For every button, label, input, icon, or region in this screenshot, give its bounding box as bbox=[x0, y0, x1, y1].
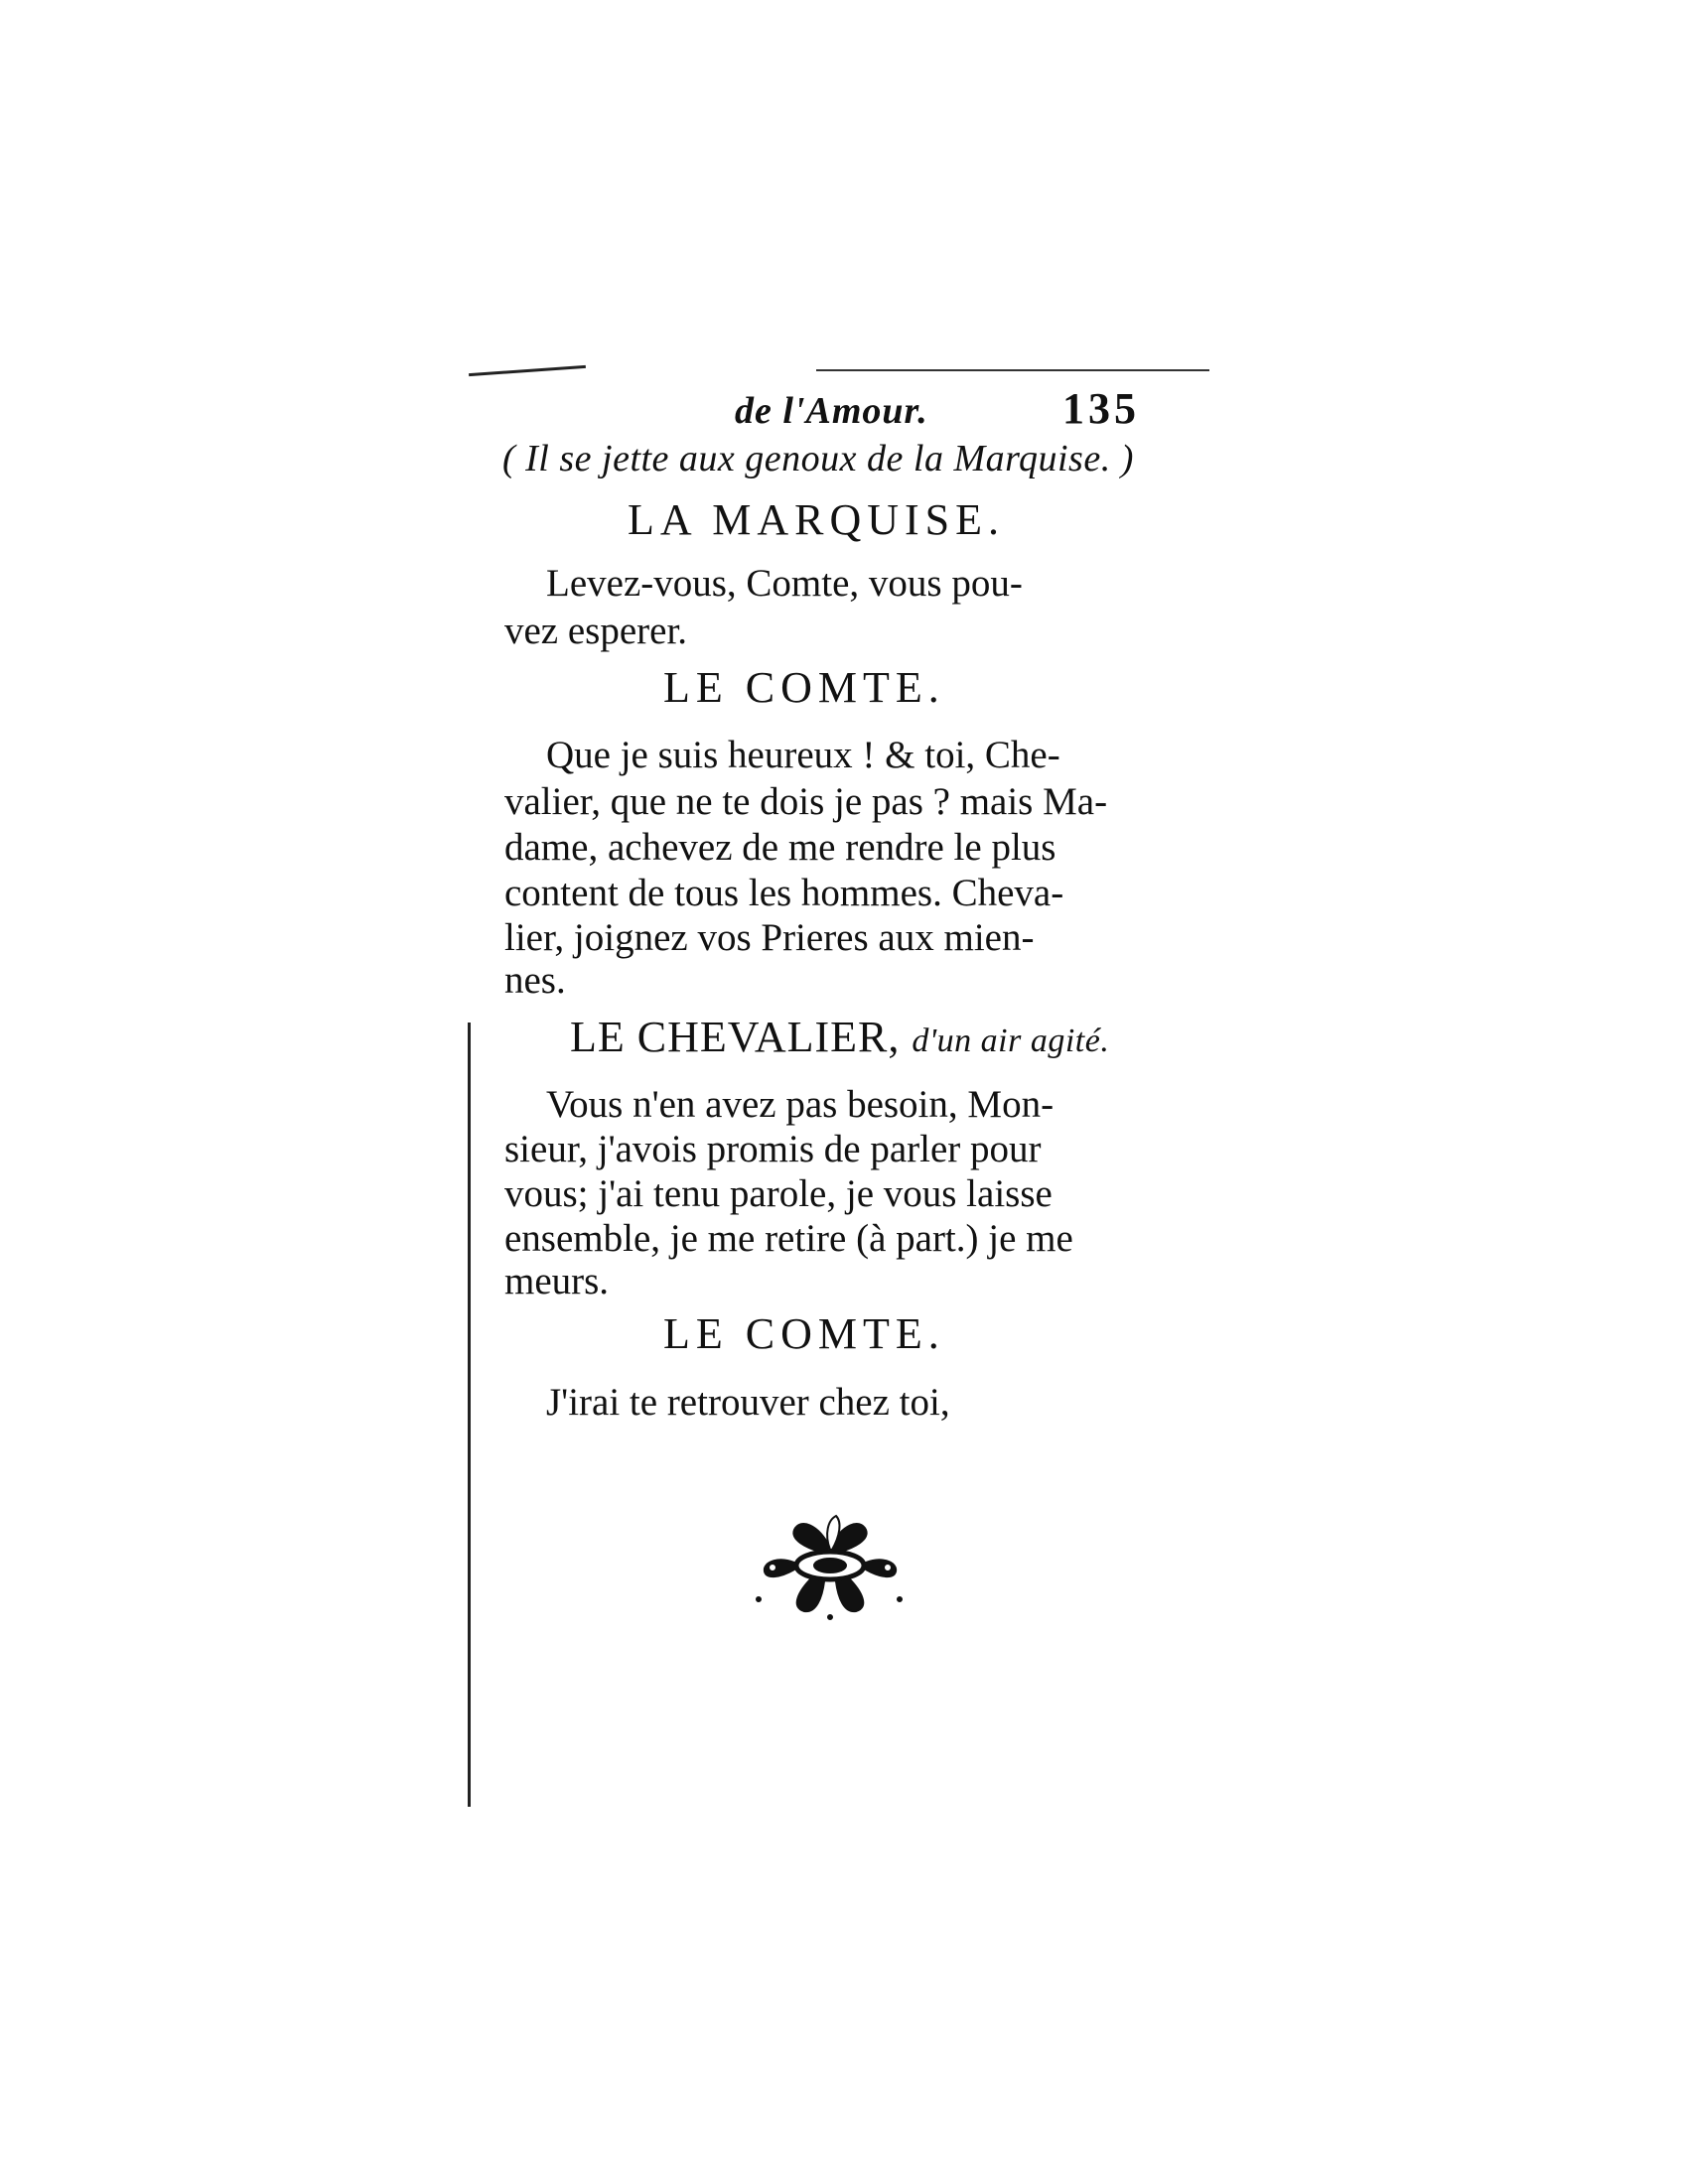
text-line: ensemble, je me retire (à part.) je me bbox=[504, 1217, 1073, 1260]
speaker-heading: LE COMTE. bbox=[663, 1309, 945, 1358]
header-rule-right bbox=[816, 369, 1209, 371]
text-line: meurs. bbox=[504, 1260, 610, 1302]
speaker-note: d'un air agité. bbox=[912, 1023, 1110, 1059]
text-line: valier, que ne te dois je pas ? mais Ma- bbox=[504, 780, 1108, 823]
text-line: dame, achevez de me rendre le plus bbox=[504, 826, 1056, 869]
text-line: Vous n'en avez pas besoin, Mon- bbox=[546, 1083, 1055, 1126]
running-head: de l'Amour. bbox=[735, 390, 928, 432]
header-rule-left bbox=[469, 365, 586, 376]
text-line: lier, joignez vos Prieres aux mien- bbox=[504, 916, 1035, 959]
gutter-rule bbox=[468, 1023, 471, 1807]
speaker-heading: LA MARQUISE. bbox=[628, 495, 1006, 544]
text-line: nes. bbox=[504, 959, 566, 1002]
speaker-heading bbox=[570, 1012, 1109, 1062]
stage-direction: ( Il se jette aux genoux de la Marquise. ) bbox=[502, 438, 1134, 479]
page-number: 135 bbox=[1062, 384, 1140, 433]
text-line: Que je suis heureux ! & toi, Che- bbox=[546, 734, 1060, 776]
text-line: Levez-vous, Comte, vous pou- bbox=[546, 562, 1023, 605]
text-line: vous; j'ai tenu parole, je vous laisse bbox=[504, 1172, 1053, 1215]
text-line: J'irai te retrouver chez toi, bbox=[546, 1381, 950, 1424]
text-line: sieur, j'avois promis de parler pour bbox=[504, 1128, 1042, 1170]
fleuron-icon bbox=[751, 1504, 910, 1627]
speaker-heading: LE COMTE. bbox=[663, 663, 945, 712]
text-line: vez esperer. bbox=[504, 610, 688, 652]
text-line: content de tous les hommes. Cheva- bbox=[504, 872, 1064, 914]
speaker-name: LE CHEVALIER, bbox=[570, 1013, 901, 1061]
